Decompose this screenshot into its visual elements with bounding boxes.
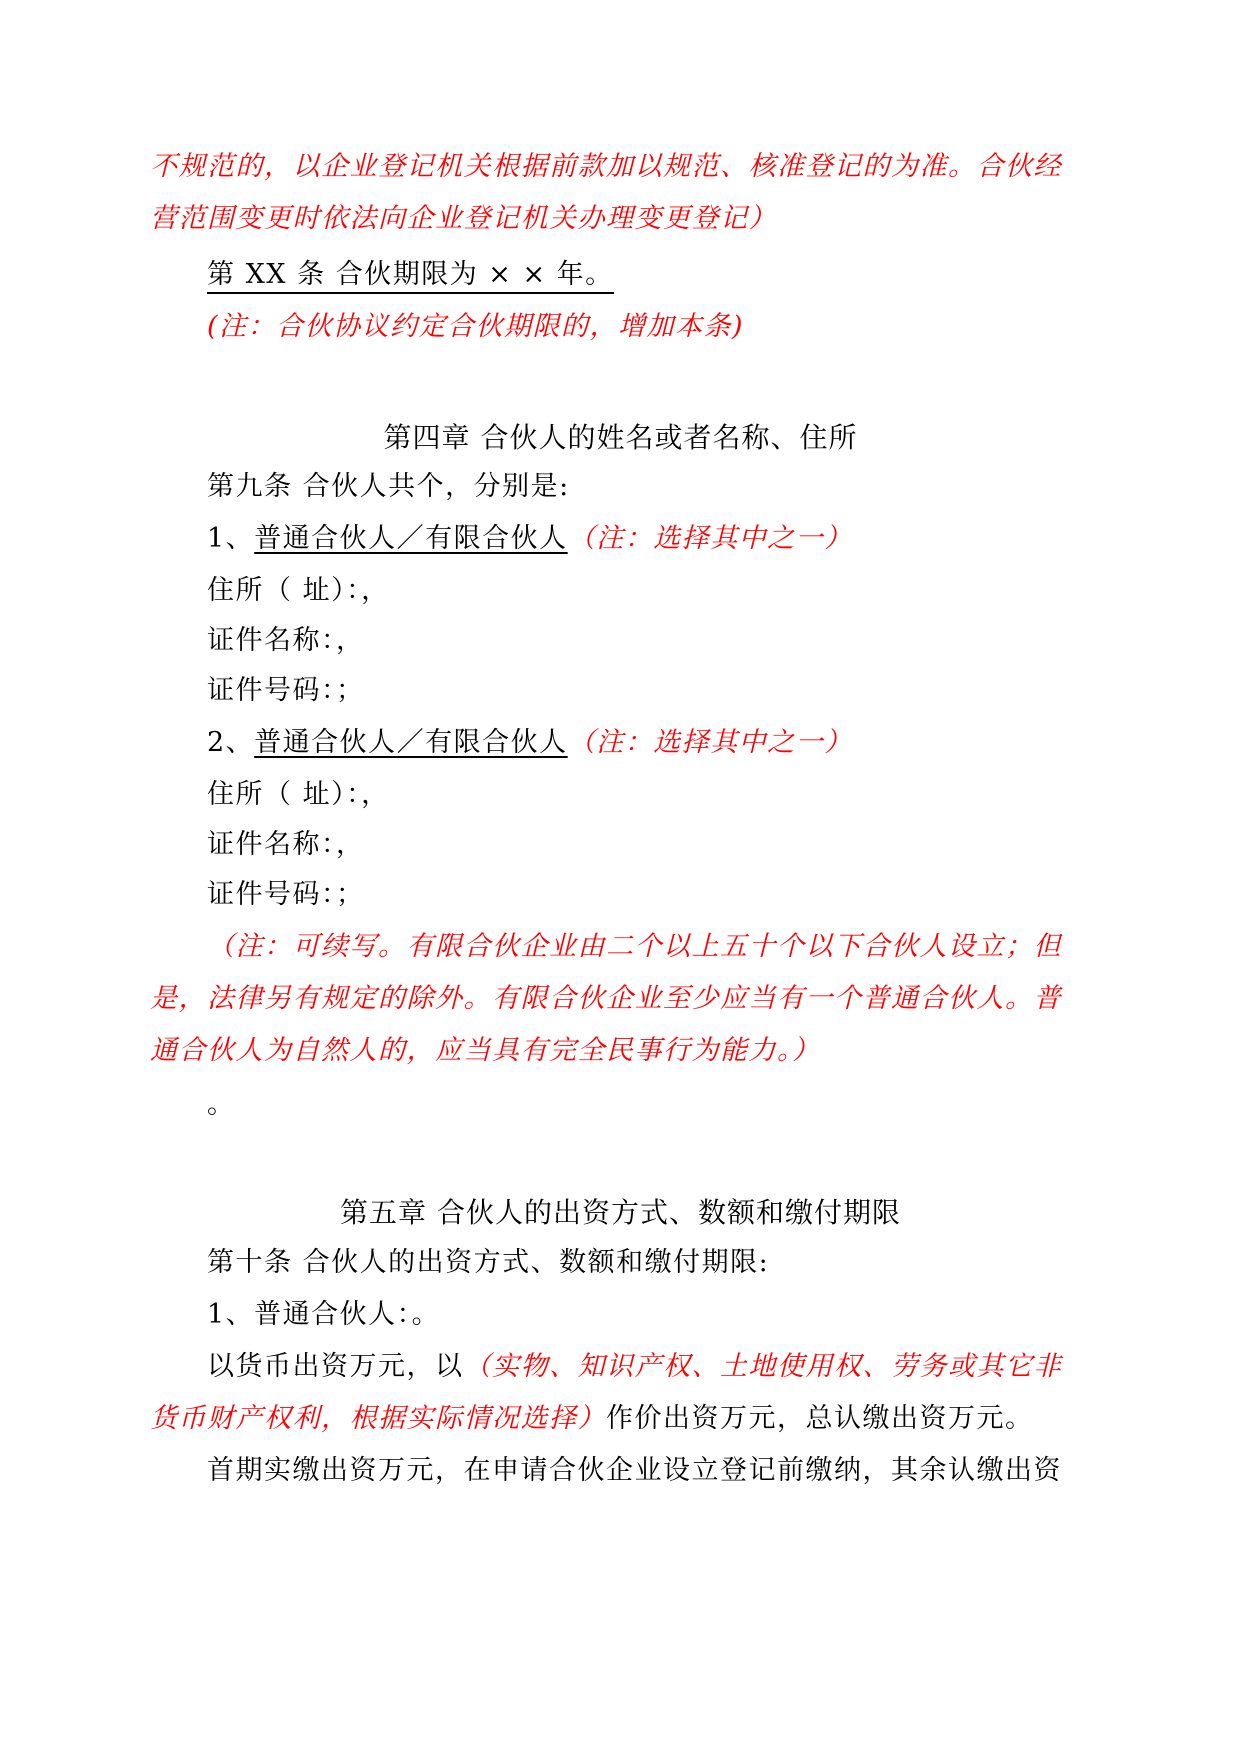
term-note: (注：合伙协议约定合伙期限的，增加本条) — [207, 311, 745, 342]
scope-note-line2: 营范围变更时依法向企业登记机关办理变更登记） — [150, 203, 777, 234]
contribution-line1 — [207, 1350, 1062, 1384]
chapter4-heading: 第四章 合伙人的姓名或者名称、住所 — [383, 421, 858, 454]
partner-2-type: 普通合伙人／有限合伙人 — [254, 727, 568, 758]
partners-note-line3: 通合伙人为自然人的，应当具有完全民事行为能力。） — [150, 1035, 821, 1066]
partner-1-prefix: 1、 — [207, 523, 255, 554]
chapter5-heading: 第五章 合伙人的出资方式、数额和缴付期限 — [340, 1196, 901, 1229]
contribution-line1-prefix: 以货币出资万元，以 — [207, 1351, 464, 1382]
first-payment-line: 首期实缴出资万元，在申请合伙企业设立登记前缴纳，其余认缴出资 — [207, 1455, 1062, 1486]
scope-note-line1: 不规范的，以企业登记机关根据前款加以规范、核准登记的为准。合伙经 — [150, 151, 1062, 182]
partner-2-note: （注：选择其中之一） — [567, 727, 853, 758]
partner-2-address: 住所（ 址）：， — [207, 779, 390, 810]
partner-1-type-line — [207, 522, 853, 556]
partners-note-line2: 是，法律另有规定的除外。有限合伙企业至少应当有一个普通合伙人。普 — [150, 983, 1062, 1014]
partner-2-id-name: 证件名称：， — [207, 829, 365, 860]
partner-1-note: （注：选择其中之一） — [567, 523, 853, 554]
chapter5-item1: 1、普通合伙人：。 — [207, 1299, 441, 1330]
partners-note-line1: （注：可续写。有限合伙企业由二个以上五十个以下合伙人设立；但 — [207, 931, 1062, 962]
partner-2-type-line — [207, 726, 853, 760]
partner-1-id-name: 证件名称：， — [207, 625, 365, 656]
contribution-line1-note: （实物、知识产权、土地使用权、劳务或其它非 — [463, 1351, 1062, 1382]
partner-2-id-number: 证件号码：； — [207, 879, 365, 910]
article9: 第九条 合伙人共个，分别是: — [207, 471, 570, 502]
article10: 第十条 合伙人的出资方式、数额和缴付期限: — [207, 1247, 770, 1278]
partner-2-prefix: 2、 — [207, 727, 255, 758]
contribution-line2-note: 货币财产权利，根据实际情况选择） — [150, 1403, 606, 1434]
contribution-line2 — [150, 1402, 1034, 1436]
partner-1-type: 普通合伙人／有限合伙人 — [254, 523, 568, 554]
term-article — [207, 258, 614, 292]
partner-1-address: 住所（ 址）：， — [207, 575, 390, 606]
trailing-mark: 。 — [207, 1089, 236, 1120]
term-article-text: 第 XX 条 合伙期限为 × × 年。 — [207, 259, 614, 294]
partner-1-id-number: 证件号码：； — [207, 675, 365, 706]
contribution-line2-suffix: 作价出资万元，总认缴出资万元。 — [606, 1403, 1034, 1434]
